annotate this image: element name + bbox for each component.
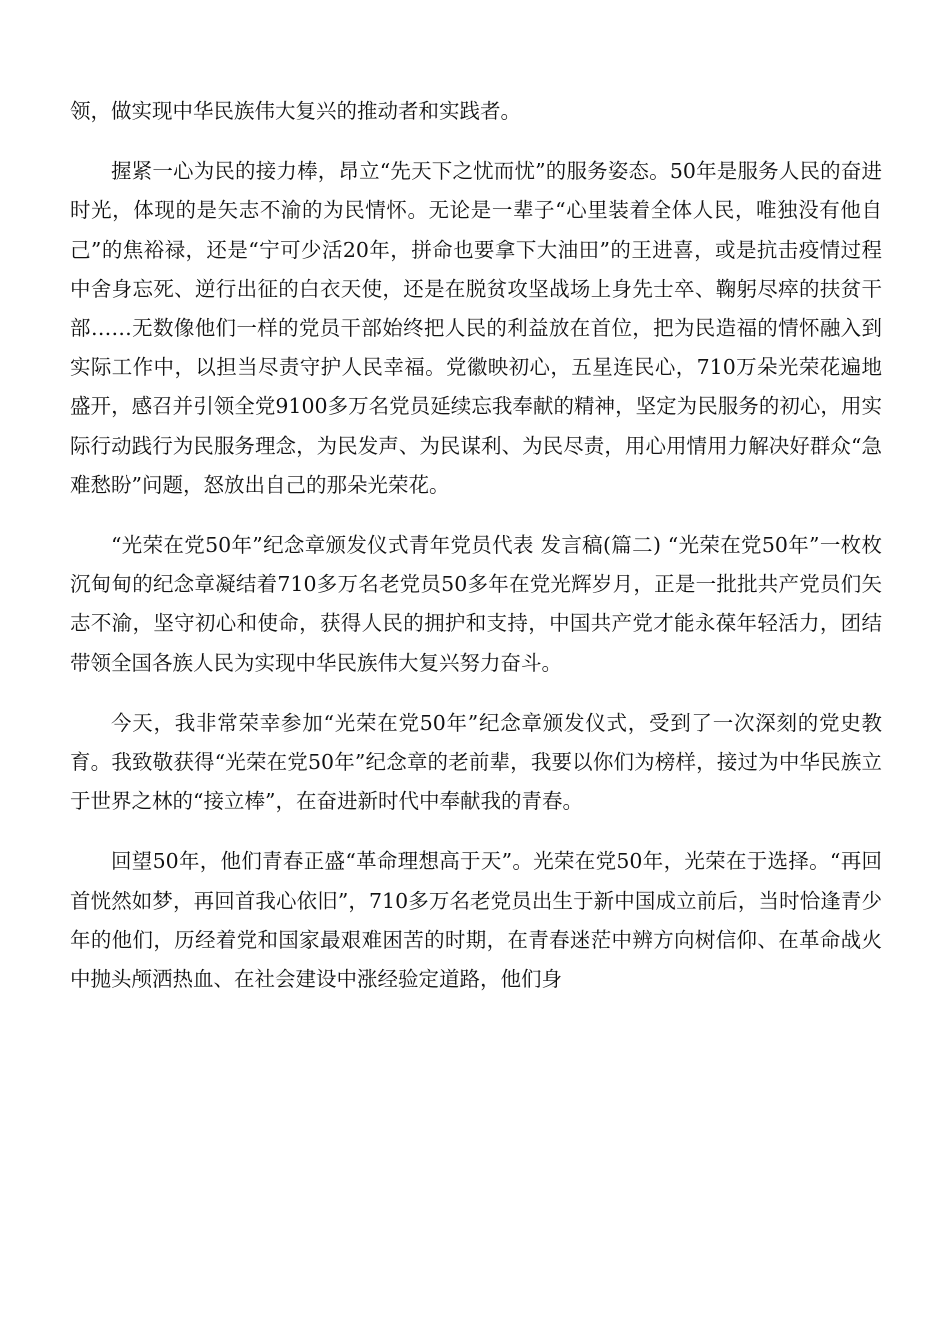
paragraph-continuation: 领，做实现中华民族伟大复兴的推动者和实践者。 [70,99,521,123]
paragraph-serve-people: 握紧一心为民的接力棒，昂立“先天下之忧而忧”的服务姿态。50年是服务人民的奋进时光，体现的是矢志不渝的为民情怀。无论是一辈子“心里装着全体人民，唯独没有他自己”的焦裕禄，还是“宁可少活20年，拼命也要拿下大油田”的王进喜，或是抗击疫情过程中舍身忘死、逆行出征的白衣天使，还是在脱贫攻坚战场上身先士卒、鞠躬尽瘁的扶贫干部……无数像他们一样的党员干部始终把人民的利益放在首位，把为民造福的情怀融入到实际工作中，以担当尽责守护人民幸福。党徽映初心，五星连民心，710万朵光荣花遍地盛开，感召并引领全党9100多万名党员延续忘我奉献的精神，坚定为民服务的初心，用实际行动践行为民服务理念，为民发声、为民谋利、为民尽责，用心用情用力解决好群众“急难愁盼”问题，怒放出自己的那朵光荣花。 [70,159,882,497]
paragraph-today: 今天，我非常荣幸参加“光荣在党50年”纪念章颁发仪式，受到了一次深刻的党史教育。我致敬获得“光荣在党50年”纪念章的老前辈，我要以你们为榜样，接过为中华民族立于世界之林的“接立棒”，在奋进新时代中奉献我的青春。 [70,710,882,814]
paragraph-look-back: 回望50年，他们青春正盛“革命理想高于天”。光荣在党50年，光荣在于选择。“再回首恍然如梦，再回首我心依旧”，710多万名老党员出生于新中国成立前后，当时恰逢青少年的他们，历经着党和国家最艰难困苦的时期，在青春迷茫中辨方向树信仰、在革命战火中抛头颅洒热血、在社会建设中涨经验定道路，他们身 [70,849,882,992]
paragraph-speech-part-two: “光荣在党50年”纪念章颁发仪式青年党员代表 发言稿(篇二) “光荣在党50年”一枚枚沉甸甸的纪念章凝结着710多万名老党员50多年在党光辉岁月，正是一批批共产党员们矢志不渝，坚守初心和使命，获得人民的拥护和支持，中国共产党才能永葆年轻活力，团结带领全国各族人民为实现中华民族伟大复兴努力奋斗。 [70,533,882,675]
document-body [70,92,882,999]
